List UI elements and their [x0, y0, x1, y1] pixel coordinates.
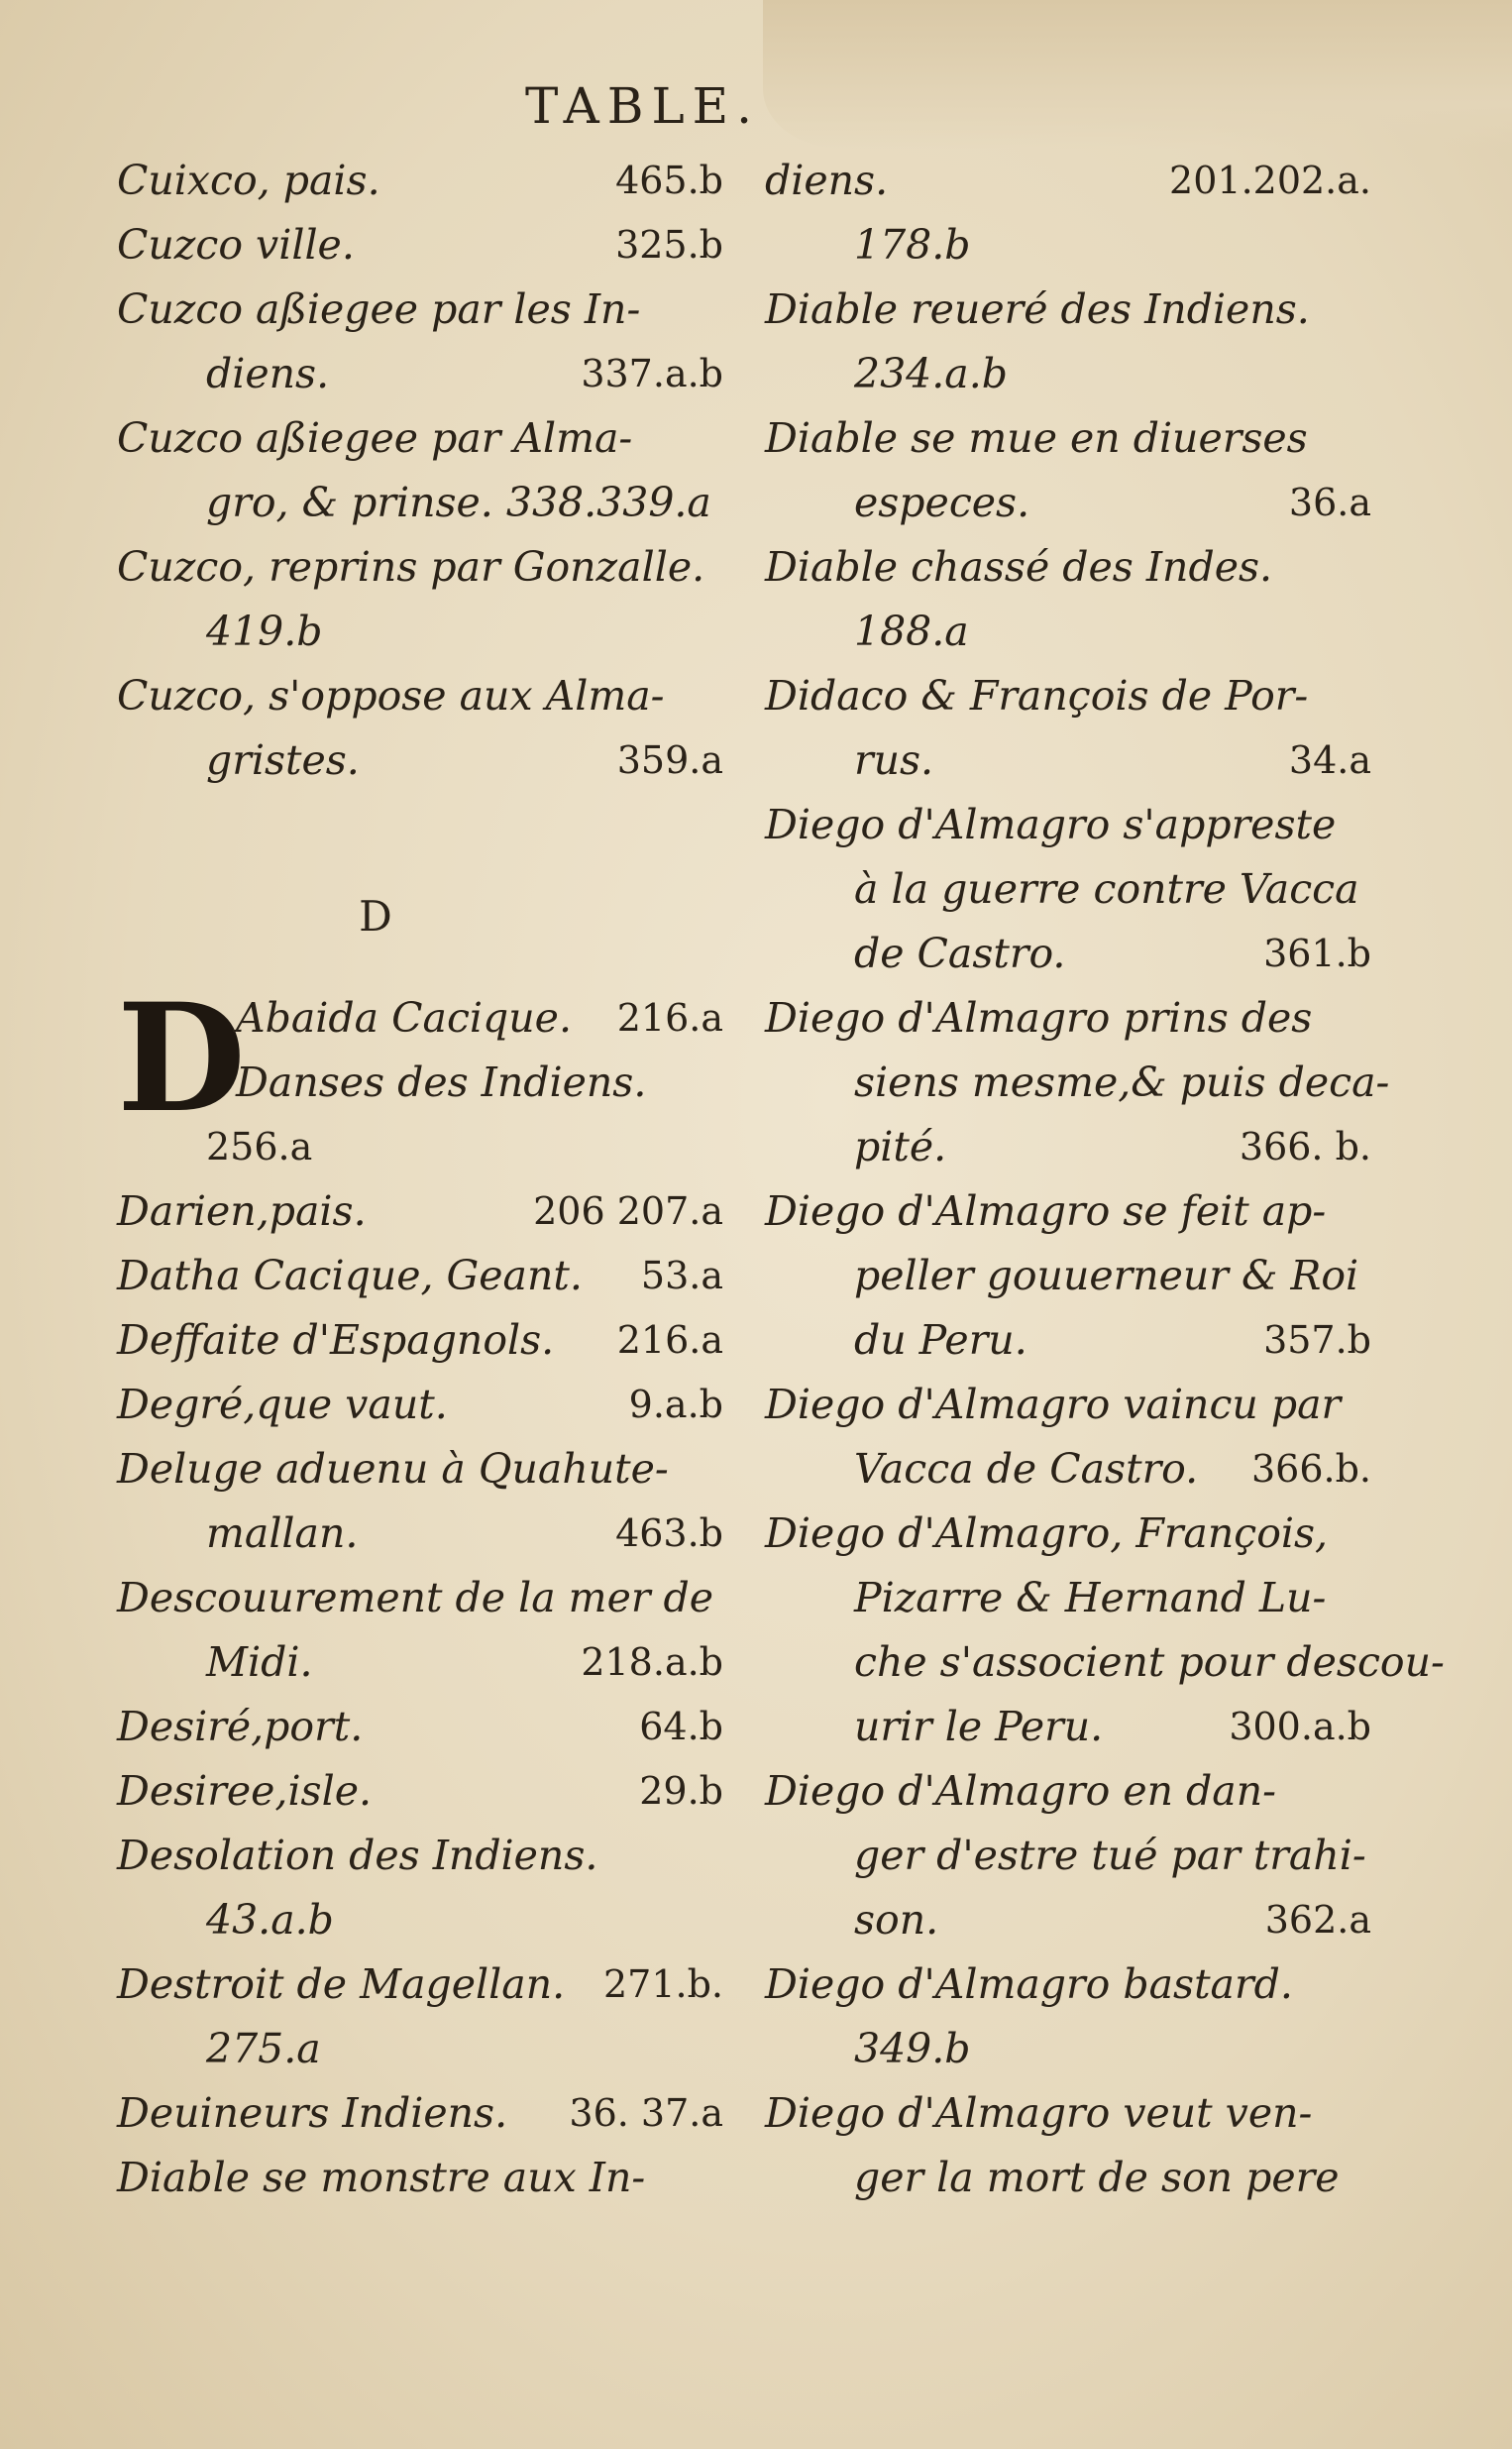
entry-page: 366.b.	[1250, 1447, 1371, 1491]
entry-line	[117, 1888, 723, 1952]
entry-line	[765, 1051, 1390, 1115]
index-entry	[117, 2081, 723, 2146]
entry-page: 53.a	[640, 1254, 723, 1297]
entry-line	[117, 149, 723, 213]
section-letter: D	[359, 892, 392, 941]
entry-page: 64.b	[639, 1705, 723, 1748]
index-entry	[765, 278, 1371, 406]
index-entry	[765, 1952, 1371, 2081]
entry-line	[117, 2017, 723, 2081]
entry-page: 216.a	[616, 996, 723, 1040]
entry-text: 275.a	[206, 2025, 321, 2072]
index-entry	[117, 1437, 723, 1566]
entry-line	[117, 1373, 723, 1437]
entry-page: 201.202.a.	[1169, 159, 1371, 202]
entry-line	[765, 1502, 1371, 1566]
entry-text: 349.b	[854, 2025, 971, 2072]
torn-page-corner	[763, 0, 1512, 149]
entry-page: 206 207.a	[533, 1189, 723, 1233]
index-entry	[765, 986, 1390, 1179]
index-entry	[117, 1566, 723, 1695]
entry-line	[765, 1952, 1371, 2017]
entry-page: 34.a	[1288, 738, 1371, 782]
entry-text: Diego d'Almagro, François,	[765, 1509, 1329, 1557]
entry-text: Cuzco ville.	[117, 221, 355, 269]
entry-page: 465.b	[615, 159, 723, 202]
entry-text: 419.b	[206, 608, 323, 655]
entry-line	[117, 664, 723, 728]
entry-line	[117, 600, 723, 664]
entry-text: Desolation des Indiens.	[117, 1832, 598, 1879]
entry-page: 361.b	[1263, 932, 1371, 975]
entry-line	[117, 1308, 723, 1373]
entry-line	[765, 2017, 1371, 2081]
entry-text: Diego d'Almagro vaincu par	[765, 1381, 1342, 1428]
entry-page: 271.b.	[602, 1962, 723, 2006]
entry-page: 36.a	[1288, 481, 1371, 524]
index-entry	[117, 1373, 723, 1437]
entry-page: 9.a.b	[628, 1383, 723, 1426]
entry-line	[117, 1695, 723, 1759]
entry-text: Cuzco aßiegee par les In-	[117, 285, 641, 333]
entry-line	[117, 213, 723, 278]
entry-line	[117, 1244, 723, 1308]
entry-text: gristes.	[206, 736, 360, 784]
entry-text: Darien,pais.	[117, 1187, 367, 1235]
entry-line	[765, 1888, 1371, 1952]
entry-text: rus.	[854, 736, 934, 784]
index-entry	[117, 149, 723, 213]
entry-page: 362.a	[1264, 1898, 1371, 1942]
index-entry	[117, 1308, 723, 1373]
entry-line	[765, 278, 1371, 342]
entry-line	[765, 922, 1371, 986]
entry-line	[117, 1952, 723, 2017]
entry-line	[765, 1179, 1371, 1244]
entry-page: 36. 37.a	[569, 2091, 723, 2135]
entry-text: Cuzco, reprins par Gonzalle.	[117, 543, 705, 591]
entry-line	[765, 2146, 1371, 2210]
entry-page: 463.b	[615, 1511, 723, 1555]
entry-line	[117, 1566, 723, 1630]
index-entry	[117, 2146, 723, 2210]
entry-line	[765, 1695, 1371, 1759]
index-entry	[117, 1244, 723, 1308]
entry-line	[117, 342, 723, 406]
entry-text: Destroit de Magellan.	[117, 1960, 566, 2008]
entry-text: Abaida Cacique.	[236, 994, 572, 1042]
entry-line	[765, 1373, 1371, 1437]
entry-text: Diego d'Almagro se feit ap-	[765, 1187, 1327, 1235]
entry-line	[117, 1437, 723, 1502]
entry-text: Didaco & François de Por-	[765, 672, 1309, 720]
entry-text: peller gouuerneur & Roi	[854, 1252, 1359, 1299]
entry-line	[765, 1244, 1371, 1308]
entry-text: Deffaite d'Espagnols.	[117, 1316, 555, 1364]
page-title: TABLE.	[525, 77, 761, 135]
index-entry	[765, 664, 1371, 793]
entry-text: 188.a	[854, 608, 969, 655]
entry-text: Diego d'Almagro en dan-	[765, 1767, 1276, 1815]
entry-line	[765, 149, 1371, 213]
entry-text: pité.	[854, 1123, 947, 1170]
index-entry	[765, 1502, 1445, 1759]
entry-text: especes.	[854, 479, 1030, 526]
entry-line	[765, 986, 1371, 1051]
entry-line	[117, 406, 723, 471]
entry-line	[117, 2146, 723, 2210]
entry-page: 359.a	[616, 738, 723, 782]
entry-text: ger la mort de son pere	[854, 2154, 1340, 2201]
entry-text: 43.a.b	[206, 1896, 334, 1944]
dropcap-entry	[117, 971, 723, 1146]
index-entry	[765, 1373, 1371, 1502]
entry-page: 325.b	[615, 223, 723, 267]
entry-line	[117, 1630, 723, 1695]
entry-text: che s'associent pour descou-	[854, 1638, 1445, 1686]
entry-line	[117, 1502, 723, 1566]
entry-line	[117, 471, 723, 535]
entry-text: diens.	[206, 350, 330, 397]
index-entry	[765, 1759, 1371, 1952]
entry-line	[765, 857, 1371, 922]
entry-text: siens mesme,& puis deca-	[854, 1058, 1390, 1106]
entry-text: Desiré,port.	[117, 1703, 364, 1750]
index-entry	[117, 1952, 723, 2081]
index-entry	[117, 1695, 723, 1759]
entry-text: urir le Peru.	[854, 1703, 1104, 1750]
index-entry	[117, 1824, 723, 1952]
entry-text: Descouurement de la mer de	[117, 1574, 713, 1621]
entry-page: 366. b.	[1239, 1125, 1371, 1169]
entry-text: ger d'estre tué par trahi-	[854, 1832, 1366, 1879]
entry-text: 178.b	[854, 221, 971, 269]
index-entry	[117, 406, 723, 535]
entry-line	[765, 1566, 1371, 1630]
index-entry	[765, 406, 1371, 535]
entry-line	[117, 2081, 723, 2146]
entry-page: 337.a.b	[581, 352, 723, 395]
entry-line	[765, 1824, 1371, 1888]
entry-line	[117, 278, 723, 342]
entry-text: Cuixco, pais.	[117, 157, 380, 204]
index-entry	[765, 149, 1371, 278]
index-entry	[117, 535, 723, 664]
entry-text: Pizarre & Hernand Lu-	[854, 1574, 1327, 1621]
index-entry	[765, 1179, 1371, 1373]
entry-text: Diego d'Almagro prins des	[765, 994, 1313, 1042]
entry-line	[765, 1115, 1371, 1179]
entry-line	[765, 2081, 1371, 2146]
index-entry	[117, 213, 723, 278]
entry-text: Diable chassé des Indes.	[765, 543, 1273, 591]
entry-line	[765, 664, 1371, 728]
entry-page: 300.a.b	[1229, 1705, 1371, 1748]
entry-line	[765, 1630, 1445, 1695]
index-entry	[117, 278, 723, 406]
entry-text: son.	[854, 1896, 939, 1944]
entry-line	[765, 471, 1371, 535]
entry-text: diens.	[765, 157, 889, 204]
entry-text: du Peru.	[854, 1316, 1027, 1364]
entry-line	[117, 1824, 723, 1888]
entry-line	[117, 728, 723, 793]
entry-line	[765, 535, 1371, 600]
index-entry	[765, 793, 1371, 986]
entry-page: 256.a	[206, 1125, 313, 1169]
index-entry	[765, 2081, 1371, 2210]
entry-page: 29.b	[639, 1769, 723, 1813]
left-column	[117, 149, 723, 2210]
entry-line	[117, 535, 723, 600]
entry-text: Desiree,isle.	[117, 1767, 373, 1815]
entry-line	[117, 1179, 723, 1244]
entry-page: 216.a	[616, 1318, 723, 1362]
entry-line	[765, 728, 1371, 793]
entry-text: Danses des Indiens.	[236, 1058, 647, 1106]
entry-text: mallan.	[206, 1509, 359, 1557]
index-entry	[117, 664, 723, 793]
entry-text: Diable reueré des Indiens.	[765, 285, 1310, 333]
entry-line	[765, 600, 1371, 664]
entry-text: Diego d'Almagro bastard.	[765, 1960, 1293, 2008]
entry-line	[765, 1437, 1371, 1502]
entry-text: Diable se monstre aux In-	[117, 2154, 646, 2201]
entry-line	[765, 793, 1371, 857]
entry-text: Deluge aduenu à Quahute-	[117, 1445, 669, 1493]
entry-line	[765, 406, 1371, 471]
drop-capital: D	[117, 971, 247, 1146]
entry-text: Diego d'Almagro s'appreste	[765, 801, 1337, 848]
entry-text: Datha Cacique, Geant.	[117, 1252, 583, 1299]
entry-text: Deuineurs Indiens.	[117, 2089, 508, 2137]
entry-text: à la guerre contre Vacca	[854, 865, 1359, 913]
entry-text: Diego d'Almagro veut ven-	[765, 2089, 1313, 2137]
entry-text: Diable se mue en diuerses	[765, 414, 1308, 462]
entry-line	[117, 1759, 723, 1824]
right-column	[765, 149, 1445, 2210]
index-entry	[765, 535, 1371, 664]
entry-line	[765, 213, 1371, 278]
entry-text: Cuzco aßiegee par Alma-	[117, 414, 633, 462]
entry-text: Midi.	[206, 1638, 313, 1686]
entry-line	[765, 1308, 1371, 1373]
index-entry	[117, 1759, 723, 1824]
entry-text: Cuzco, s'oppose aux Alma-	[117, 672, 665, 720]
index-entry	[117, 1179, 723, 1244]
entry-text: 234.a.b	[854, 350, 1009, 397]
entry-text: gro, & prinse. 338.339.a	[206, 479, 711, 526]
entry-page: 357.b	[1263, 1318, 1371, 1362]
entry-text: Vacca de Castro.	[854, 1445, 1199, 1493]
entry-line	[765, 1759, 1371, 1824]
entry-line	[765, 342, 1371, 406]
entry-page: 218.a.b	[581, 1640, 723, 1684]
entry-text: de Castro.	[854, 930, 1066, 977]
entry-text: Degré,que vaut.	[117, 1381, 448, 1428]
